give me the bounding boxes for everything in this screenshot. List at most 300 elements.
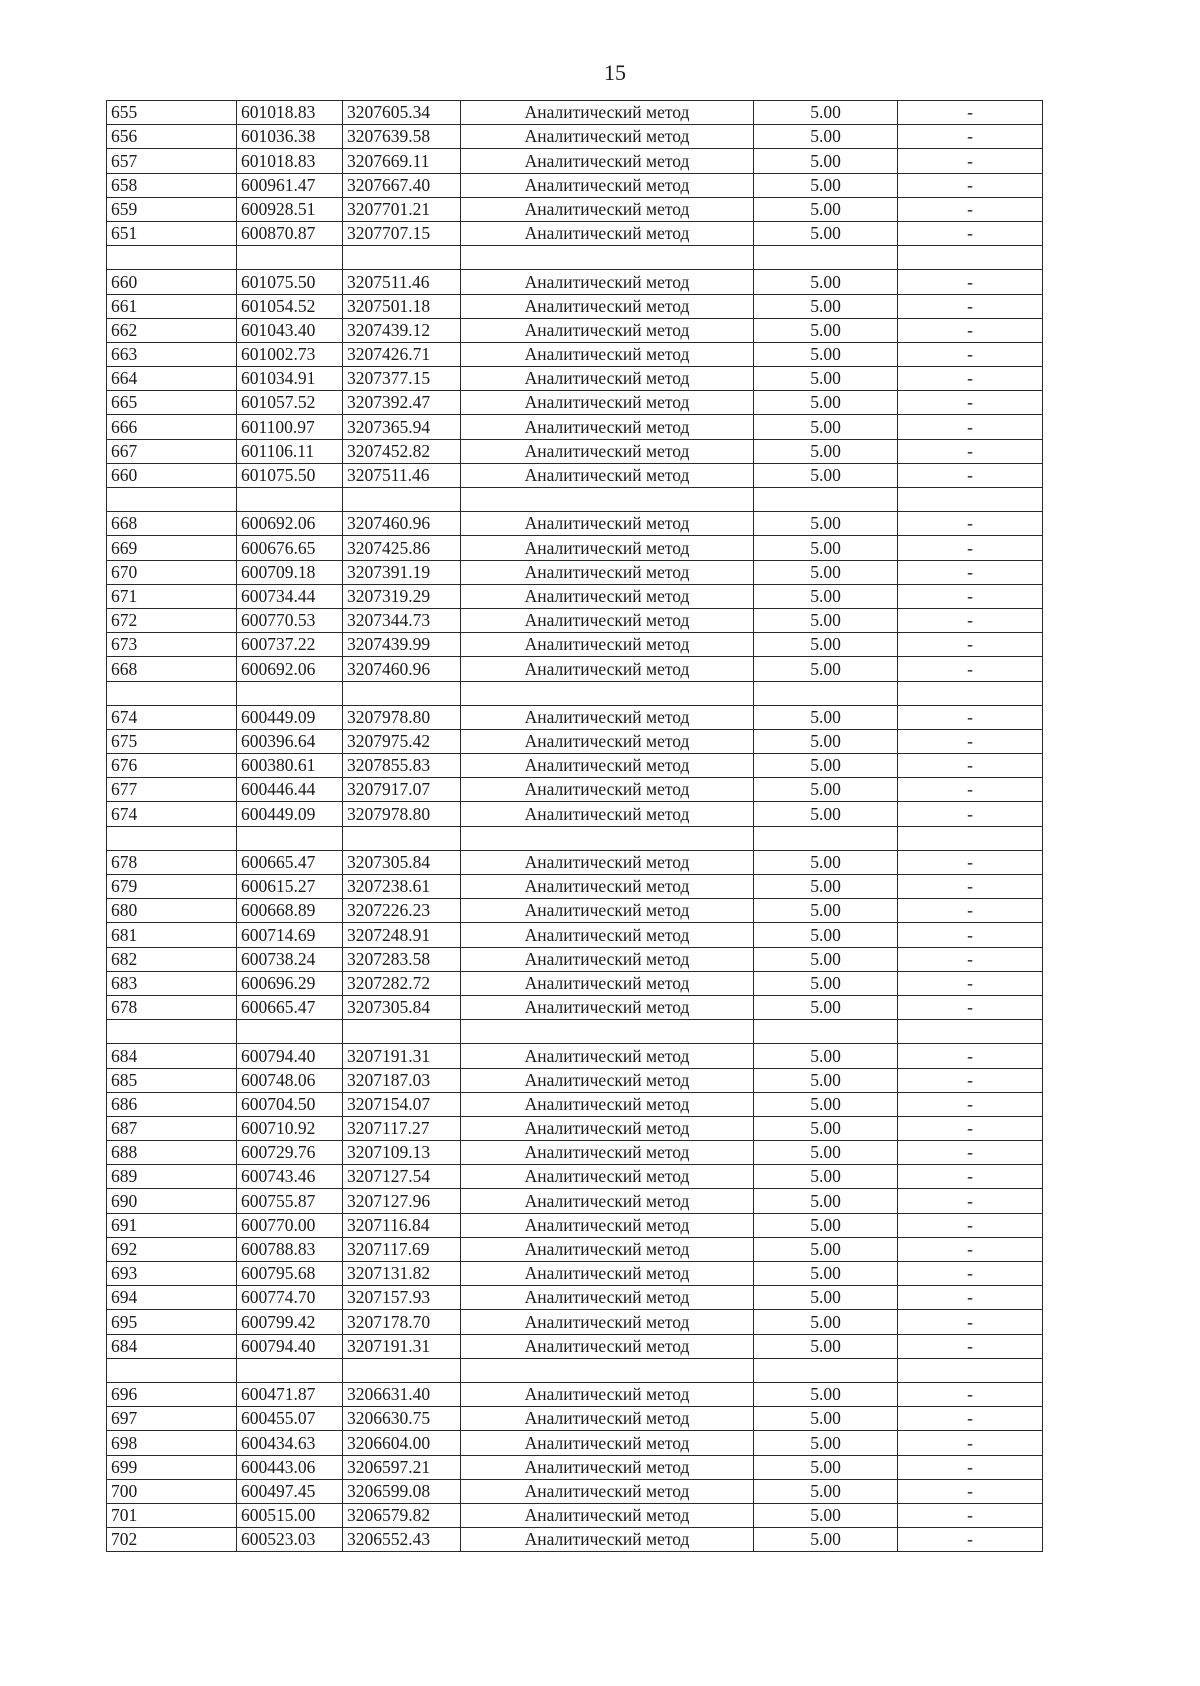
accuracy-cell: 5.00 <box>754 342 898 366</box>
y-coordinate-cell: 3207283.58 <box>343 947 461 971</box>
method-cell <box>461 681 754 705</box>
y-coordinate-cell <box>343 681 461 705</box>
accuracy-cell: 5.00 <box>754 318 898 342</box>
method-cell: Аналитический метод <box>461 729 754 753</box>
note-cell: - <box>898 754 1043 778</box>
y-coordinate-cell: 3207392.47 <box>343 391 461 415</box>
method-cell: Аналитический метод <box>461 560 754 584</box>
x-coordinate-cell: 600770.53 <box>237 608 343 632</box>
accuracy-cell: 5.00 <box>754 1310 898 1334</box>
point-number-cell: 660 <box>107 270 237 294</box>
x-coordinate-cell: 601057.52 <box>237 391 343 415</box>
method-cell: Аналитический метод <box>461 1407 754 1431</box>
note-cell: - <box>898 802 1043 826</box>
accuracy-cell: 5.00 <box>754 125 898 149</box>
accuracy-cell: 5.00 <box>754 947 898 971</box>
accuracy-cell: 5.00 <box>754 584 898 608</box>
table-row <box>107 1503 1043 1527</box>
point-number-cell: 684 <box>107 1334 237 1358</box>
point-number-cell: 658 <box>107 173 237 197</box>
note-cell: - <box>898 947 1043 971</box>
y-coordinate-cell: 3207391.19 <box>343 560 461 584</box>
x-coordinate-cell: 600738.24 <box>237 947 343 971</box>
table-row <box>107 415 1043 439</box>
accuracy-cell: 5.00 <box>754 560 898 584</box>
note-cell: - <box>898 1479 1043 1503</box>
accuracy-cell: 5.00 <box>754 754 898 778</box>
point-number-cell: 674 <box>107 802 237 826</box>
note-cell <box>898 681 1043 705</box>
y-coordinate-cell: 3207975.42 <box>343 729 461 753</box>
table-row <box>107 270 1043 294</box>
note-cell: - <box>898 850 1043 874</box>
accuracy-cell: 5.00 <box>754 1382 898 1406</box>
y-coordinate-cell <box>343 1020 461 1044</box>
note-cell: - <box>898 560 1043 584</box>
x-coordinate-cell <box>237 488 343 512</box>
method-cell: Аналитический метод <box>461 754 754 778</box>
method-cell: Аналитический метод <box>461 125 754 149</box>
method-cell: Аналитический метод <box>461 1262 754 1286</box>
table-row <box>107 850 1043 874</box>
y-coordinate-cell: 3207605.34 <box>343 101 461 125</box>
note-cell: - <box>898 415 1043 439</box>
accuracy-cell: 5.00 <box>754 512 898 536</box>
point-number-cell: 692 <box>107 1237 237 1261</box>
table-row <box>107 1382 1043 1406</box>
point-number-cell: 684 <box>107 1044 237 1068</box>
table-row <box>107 1068 1043 1092</box>
accuracy-cell: 5.00 <box>754 1165 898 1189</box>
point-number-cell: 681 <box>107 923 237 947</box>
x-coordinate-cell: 600665.47 <box>237 995 343 1019</box>
method-cell: Аналитический метод <box>461 899 754 923</box>
x-coordinate-cell: 600668.89 <box>237 899 343 923</box>
x-coordinate-cell: 601075.50 <box>237 270 343 294</box>
method-cell: Аналитический метод <box>461 294 754 318</box>
y-coordinate-cell: 3207282.72 <box>343 971 461 995</box>
accuracy-cell: 5.00 <box>754 729 898 753</box>
table-row <box>107 1407 1043 1431</box>
note-cell <box>898 1020 1043 1044</box>
method-cell: Аналитический метод <box>461 608 754 632</box>
accuracy-cell <box>754 1020 898 1044</box>
y-coordinate-cell: 3207425.86 <box>343 536 461 560</box>
accuracy-cell: 5.00 <box>754 101 898 125</box>
method-cell: Аналитический метод <box>461 1310 754 1334</box>
table-row <box>107 947 1043 971</box>
point-number-cell: 675 <box>107 729 237 753</box>
y-coordinate-cell <box>343 1358 461 1382</box>
x-coordinate-cell: 600734.44 <box>237 584 343 608</box>
y-coordinate-cell: 3207377.15 <box>343 367 461 391</box>
x-coordinate-cell: 600795.68 <box>237 1262 343 1286</box>
note-cell: - <box>898 439 1043 463</box>
x-coordinate-cell: 600449.09 <box>237 705 343 729</box>
x-coordinate-cell: 600692.06 <box>237 512 343 536</box>
table-row <box>107 875 1043 899</box>
table-row <box>107 729 1043 753</box>
note-cell: - <box>898 729 1043 753</box>
accuracy-cell: 5.00 <box>754 657 898 681</box>
coordinates-table <box>106 100 1043 1552</box>
x-coordinate-cell: 600497.45 <box>237 1479 343 1503</box>
note-cell: - <box>898 1189 1043 1213</box>
note-cell: - <box>898 923 1043 947</box>
table-row <box>107 657 1043 681</box>
note-cell: - <box>898 197 1043 221</box>
method-cell: Аналитический метод <box>461 342 754 366</box>
y-coordinate-cell: 3207226.23 <box>343 899 461 923</box>
note-cell: - <box>898 995 1043 1019</box>
table-row <box>107 1237 1043 1261</box>
method-cell: Аналитический метод <box>461 1334 754 1358</box>
y-coordinate-cell: 3207501.18 <box>343 294 461 318</box>
method-cell: Аналитический метод <box>461 173 754 197</box>
method-cell: Аналитический метод <box>461 439 754 463</box>
point-number-cell: 677 <box>107 778 237 802</box>
y-coordinate-cell: 3207109.13 <box>343 1141 461 1165</box>
x-coordinate-cell <box>237 826 343 850</box>
point-number-cell: 699 <box>107 1455 237 1479</box>
x-coordinate-cell: 601002.73 <box>237 342 343 366</box>
note-cell: - <box>898 875 1043 899</box>
point-number-cell: 669 <box>107 536 237 560</box>
table-row <box>107 1116 1043 1140</box>
y-coordinate-cell <box>343 826 461 850</box>
x-coordinate-cell: 600729.76 <box>237 1141 343 1165</box>
x-coordinate-cell: 600799.42 <box>237 1310 343 1334</box>
method-cell: Аналитический метод <box>461 1141 754 1165</box>
accuracy-cell: 5.00 <box>754 149 898 173</box>
point-number-cell: 691 <box>107 1213 237 1237</box>
accuracy-cell: 5.00 <box>754 1431 898 1455</box>
method-cell: Аналитический метод <box>461 802 754 826</box>
point-number-cell <box>107 246 237 270</box>
accuracy-cell <box>754 681 898 705</box>
note-cell: - <box>898 391 1043 415</box>
y-coordinate-cell: 3207344.73 <box>343 608 461 632</box>
y-coordinate-cell: 3207365.94 <box>343 415 461 439</box>
x-coordinate-cell: 601075.50 <box>237 463 343 487</box>
x-coordinate-cell <box>237 1358 343 1382</box>
accuracy-cell: 5.00 <box>754 1116 898 1140</box>
table-row <box>107 754 1043 778</box>
method-cell: Аналитический метод <box>461 1382 754 1406</box>
note-cell: - <box>898 173 1043 197</box>
point-number-cell: 663 <box>107 342 237 366</box>
point-number-cell: 670 <box>107 560 237 584</box>
x-coordinate-cell: 600748.06 <box>237 1068 343 1092</box>
note-cell: - <box>898 221 1043 245</box>
accuracy-cell: 5.00 <box>754 608 898 632</box>
method-cell: Аналитический метод <box>461 221 754 245</box>
y-coordinate-cell: 3207978.80 <box>343 705 461 729</box>
y-coordinate-cell: 3206599.08 <box>343 1479 461 1503</box>
accuracy-cell: 5.00 <box>754 1286 898 1310</box>
x-coordinate-cell: 601106.11 <box>237 439 343 463</box>
method-cell: Аналитический метод <box>461 947 754 971</box>
accuracy-cell: 5.00 <box>754 1237 898 1261</box>
note-cell: - <box>898 463 1043 487</box>
table-row <box>107 899 1043 923</box>
note-cell: - <box>898 1382 1043 1406</box>
note-cell: - <box>898 149 1043 173</box>
y-coordinate-cell: 3207669.11 <box>343 149 461 173</box>
point-number-cell: 657 <box>107 149 237 173</box>
table-row <box>107 101 1043 125</box>
note-cell: - <box>898 101 1043 125</box>
table-row <box>107 173 1043 197</box>
point-number-cell: 671 <box>107 584 237 608</box>
table-row <box>107 633 1043 657</box>
method-cell: Аналитический метод <box>461 923 754 947</box>
x-coordinate-cell: 600928.51 <box>237 197 343 221</box>
point-number-cell: 701 <box>107 1503 237 1527</box>
table-row <box>107 125 1043 149</box>
point-number-cell: 656 <box>107 125 237 149</box>
table-row <box>107 705 1043 729</box>
accuracy-cell: 5.00 <box>754 1528 898 1552</box>
x-coordinate-cell: 600770.00 <box>237 1213 343 1237</box>
point-number-cell: 696 <box>107 1382 237 1406</box>
point-number-cell: 659 <box>107 197 237 221</box>
y-coordinate-cell: 3206552.43 <box>343 1528 461 1552</box>
x-coordinate-cell: 601054.52 <box>237 294 343 318</box>
note-cell: - <box>898 657 1043 681</box>
table-row <box>107 995 1043 1019</box>
accuracy-cell: 5.00 <box>754 923 898 947</box>
point-number-cell: 666 <box>107 415 237 439</box>
note-cell: - <box>898 1334 1043 1358</box>
note-cell: - <box>898 1310 1043 1334</box>
table-row <box>107 149 1043 173</box>
y-coordinate-cell: 3207238.61 <box>343 875 461 899</box>
point-number-cell: 693 <box>107 1262 237 1286</box>
point-number-cell: 702 <box>107 1528 237 1552</box>
table-row <box>107 1334 1043 1358</box>
table-row <box>107 971 1043 995</box>
note-cell: - <box>898 1455 1043 1479</box>
note-cell: - <box>898 608 1043 632</box>
y-coordinate-cell: 3207855.83 <box>343 754 461 778</box>
note-cell: - <box>898 633 1043 657</box>
x-coordinate-cell: 600515.00 <box>237 1503 343 1527</box>
note-cell: - <box>898 1262 1043 1286</box>
x-coordinate-cell: 600615.27 <box>237 875 343 899</box>
y-coordinate-cell: 3206630.75 <box>343 1407 461 1431</box>
table-row <box>107 584 1043 608</box>
point-number-cell: 700 <box>107 1479 237 1503</box>
point-number-cell: 678 <box>107 850 237 874</box>
method-cell: Аналитический метод <box>461 1455 754 1479</box>
table-separator-row <box>107 246 1043 270</box>
method-cell: Аналитический метод <box>461 1286 754 1310</box>
y-coordinate-cell: 3207439.99 <box>343 633 461 657</box>
accuracy-cell: 5.00 <box>754 173 898 197</box>
accuracy-cell: 5.00 <box>754 778 898 802</box>
accuracy-cell <box>754 246 898 270</box>
accuracy-cell: 5.00 <box>754 439 898 463</box>
x-coordinate-cell: 601036.38 <box>237 125 343 149</box>
table-row <box>107 1479 1043 1503</box>
accuracy-cell: 5.00 <box>754 1213 898 1237</box>
y-coordinate-cell: 3207131.82 <box>343 1262 461 1286</box>
x-coordinate-cell: 600743.46 <box>237 1165 343 1189</box>
y-coordinate-cell: 3207191.31 <box>343 1334 461 1358</box>
table-row <box>107 1092 1043 1116</box>
point-number-cell: 695 <box>107 1310 237 1334</box>
point-number-cell: 662 <box>107 318 237 342</box>
note-cell: - <box>898 705 1043 729</box>
x-coordinate-cell <box>237 246 343 270</box>
note-cell: - <box>898 584 1043 608</box>
accuracy-cell: 5.00 <box>754 1262 898 1286</box>
table-row <box>107 608 1043 632</box>
page-number: 15 <box>604 60 626 85</box>
table-row <box>107 342 1043 366</box>
x-coordinate-cell: 600449.09 <box>237 802 343 826</box>
note-cell <box>898 488 1043 512</box>
note-cell: - <box>898 1141 1043 1165</box>
accuracy-cell: 5.00 <box>754 1334 898 1358</box>
x-coordinate-cell <box>237 1020 343 1044</box>
method-cell: Аналитический метод <box>461 463 754 487</box>
accuracy-cell: 5.00 <box>754 1479 898 1503</box>
method-cell: Аналитический метод <box>461 1068 754 1092</box>
y-coordinate-cell: 3207460.96 <box>343 512 461 536</box>
table-row <box>107 294 1043 318</box>
x-coordinate-cell: 600714.69 <box>237 923 343 947</box>
table-row <box>107 1286 1043 1310</box>
method-cell: Аналитический метод <box>461 1092 754 1116</box>
y-coordinate-cell: 3207978.80 <box>343 802 461 826</box>
note-cell: - <box>898 1092 1043 1116</box>
table-separator-row <box>107 1020 1043 1044</box>
accuracy-cell: 5.00 <box>754 463 898 487</box>
method-cell <box>461 1020 754 1044</box>
accuracy-cell: 5.00 <box>754 899 898 923</box>
accuracy-cell: 5.00 <box>754 850 898 874</box>
accuracy-cell: 5.00 <box>754 1503 898 1527</box>
x-coordinate-cell: 600774.70 <box>237 1286 343 1310</box>
note-cell: - <box>898 294 1043 318</box>
note-cell: - <box>898 1213 1043 1237</box>
table-row <box>107 318 1043 342</box>
y-coordinate-cell: 3207305.84 <box>343 995 461 1019</box>
x-coordinate-cell: 600396.64 <box>237 729 343 753</box>
method-cell <box>461 826 754 850</box>
method-cell: Аналитический метод <box>461 1528 754 1552</box>
x-coordinate-cell: 600755.87 <box>237 1189 343 1213</box>
accuracy-cell <box>754 488 898 512</box>
point-number-cell: 694 <box>107 1286 237 1310</box>
x-coordinate-cell: 601018.83 <box>237 101 343 125</box>
method-cell: Аналитический метод <box>461 415 754 439</box>
accuracy-cell: 5.00 <box>754 1141 898 1165</box>
method-cell: Аналитический метод <box>461 633 754 657</box>
method-cell: Аналитический метод <box>461 318 754 342</box>
table-row <box>107 439 1043 463</box>
y-coordinate-cell: 3207426.71 <box>343 342 461 366</box>
note-cell <box>898 246 1043 270</box>
point-number-cell: 688 <box>107 1141 237 1165</box>
x-coordinate-cell: 600737.22 <box>237 633 343 657</box>
point-number-cell: 689 <box>107 1165 237 1189</box>
accuracy-cell: 5.00 <box>754 294 898 318</box>
note-cell: - <box>898 512 1043 536</box>
accuracy-cell: 5.00 <box>754 367 898 391</box>
x-coordinate-cell: 600794.40 <box>237 1334 343 1358</box>
note-cell: - <box>898 971 1043 995</box>
y-coordinate-cell: 3207157.93 <box>343 1286 461 1310</box>
table-row <box>107 1431 1043 1455</box>
table-separator-row <box>107 681 1043 705</box>
x-coordinate-cell: 600710.92 <box>237 1116 343 1140</box>
point-number-cell: 687 <box>107 1116 237 1140</box>
y-coordinate-cell: 3207511.46 <box>343 270 461 294</box>
y-coordinate-cell: 3207127.54 <box>343 1165 461 1189</box>
y-coordinate-cell: 3207701.21 <box>343 197 461 221</box>
y-coordinate-cell: 3207117.27 <box>343 1116 461 1140</box>
table-row <box>107 1455 1043 1479</box>
accuracy-cell: 5.00 <box>754 1189 898 1213</box>
method-cell: Аналитический метод <box>461 101 754 125</box>
table-row <box>107 1141 1043 1165</box>
x-coordinate-cell: 600704.50 <box>237 1092 343 1116</box>
point-number-cell: 679 <box>107 875 237 899</box>
table-row <box>107 512 1043 536</box>
y-coordinate-cell: 3207248.91 <box>343 923 461 947</box>
accuracy-cell: 5.00 <box>754 415 898 439</box>
point-number-cell <box>107 681 237 705</box>
note-cell: - <box>898 1431 1043 1455</box>
note-cell: - <box>898 270 1043 294</box>
note-cell: - <box>898 1503 1043 1527</box>
y-coordinate-cell: 3206631.40 <box>343 1382 461 1406</box>
x-coordinate-cell: 600870.87 <box>237 221 343 245</box>
note-cell <box>898 826 1043 850</box>
table-row <box>107 221 1043 245</box>
accuracy-cell: 5.00 <box>754 197 898 221</box>
table-row <box>107 1213 1043 1237</box>
x-coordinate-cell: 600434.63 <box>237 1431 343 1455</box>
note-cell: - <box>898 1286 1043 1310</box>
y-coordinate-cell: 3207191.31 <box>343 1044 461 1068</box>
point-number-cell: 678 <box>107 995 237 1019</box>
point-number-cell: 680 <box>107 899 237 923</box>
note-cell: - <box>898 125 1043 149</box>
point-number-cell <box>107 826 237 850</box>
x-coordinate-cell: 601034.91 <box>237 367 343 391</box>
x-coordinate-cell: 600788.83 <box>237 1237 343 1261</box>
x-coordinate-cell: 601043.40 <box>237 318 343 342</box>
accuracy-cell: 5.00 <box>754 705 898 729</box>
note-cell: - <box>898 318 1043 342</box>
point-number-cell: 686 <box>107 1092 237 1116</box>
note-cell: - <box>898 1165 1043 1189</box>
method-cell: Аналитический метод <box>461 149 754 173</box>
point-number-cell: 661 <box>107 294 237 318</box>
y-coordinate-cell: 3206597.21 <box>343 1455 461 1479</box>
method-cell: Аналитический метод <box>461 705 754 729</box>
method-cell: Аналитический метод <box>461 536 754 560</box>
y-coordinate-cell: 3207917.07 <box>343 778 461 802</box>
x-coordinate-cell: 600455.07 <box>237 1407 343 1431</box>
y-coordinate-cell: 3207639.58 <box>343 125 461 149</box>
table-row <box>107 1262 1043 1286</box>
x-coordinate-cell: 600961.47 <box>237 173 343 197</box>
